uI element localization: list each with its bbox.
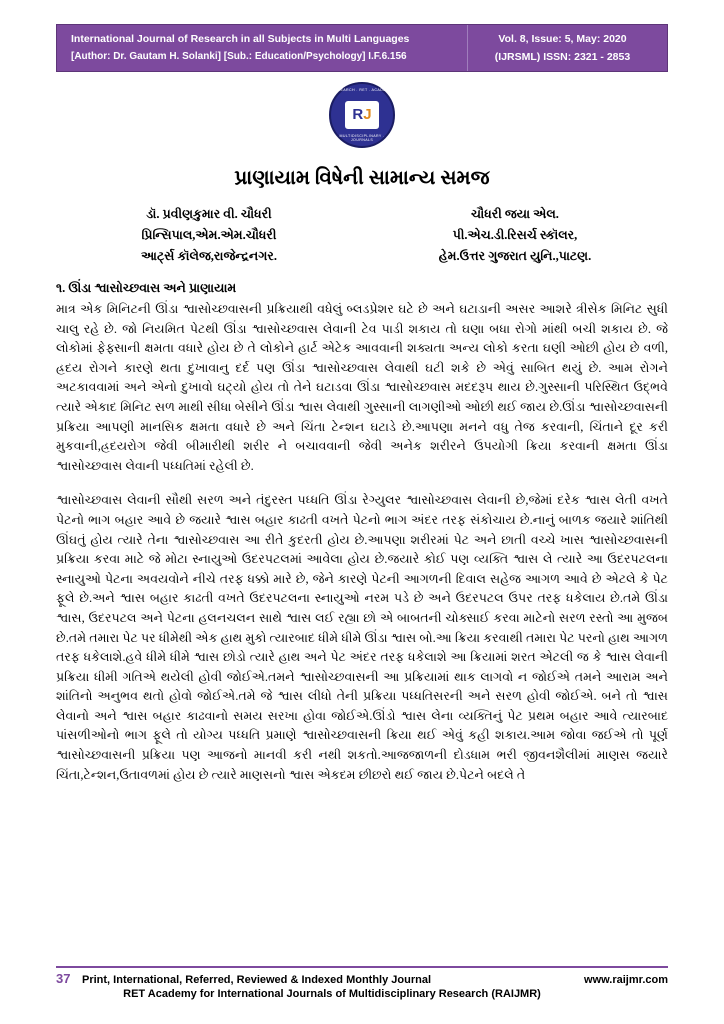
logo-bottom-ring-text: MULTIDISCIPLINARY . JOURNALS [339, 134, 385, 142]
journal-name: International Journal of Research in all Subjects in Multi Languages [71, 33, 410, 45]
volume-issue: Vol. 8, Issue: 5, May: 2020 [498, 33, 627, 45]
author-subject-line: [Author: Dr. Gautam H. Solanki] [Sub.: Education/Psychology] I.F.6.156 [71, 51, 407, 62]
author-left-designation: પ્રિન્સિપાલ,એમ.એમ.ચૌધરી [141, 228, 277, 242]
header-right-block [467, 25, 667, 71]
header-left-block [57, 25, 467, 71]
issn-line: (IJRSML) ISSN: 2321 - 2853 [494, 51, 631, 63]
page-footer [56, 966, 668, 1000]
logo-top-ring-text: RESEARCH . RET . ACADEMY [331, 88, 393, 92]
logo-mark-accent: J [363, 106, 372, 123]
author-block [56, 204, 668, 267]
author-left-affiliation: આર્ટ્સ કૉલેજ,રાજેન્દ્રનગર. [141, 249, 277, 263]
footer-publisher: RET Academy for International Journals of Multidisciplinary Research (RAIJMR) [123, 988, 541, 1000]
author-right-name: ચૌધરી જયા એલ. [471, 207, 559, 221]
footer-journal-note: Print, International, Referred, Reviewed & Indexed Monthly Journal [82, 974, 432, 986]
section-heading: ૧. ઊંડા શ્વાસોચ્છવાસ અને પ્રાણાયામ [56, 281, 237, 295]
author-right-designation: પી.એચ.ડી.રિસર્ચ સ્કૉલર, [452, 228, 578, 242]
logo-mark-letter: R [352, 106, 364, 123]
logo-mark [345, 101, 379, 129]
page-number: 37 [56, 971, 71, 986]
journal-logo-wrap [56, 82, 668, 153]
author-right-affiliation: હેમ.ઉત્તર ગુજરાત યુનિ.,પાટણ. [438, 249, 592, 263]
raijmr-logo-icon [329, 82, 395, 148]
footer-main-row [56, 971, 668, 986]
page-content [56, 24, 668, 1000]
article-title: પ્રાણાયામ વિષેની સામાન્ય સમજ [234, 167, 490, 189]
body-paragraph-1: માત્ર એક મિનિટની ઊંડા શ્વાસોચ્છવાસની પ્રક્રિયાથી વધેલું બ્લડપ્રેશર ઘટે છે અને ઘટાડાની અસર આશરે ત્રીસેક મિનિટ સુધી ચાલુ રહે છે. જો નિયમિત પેટથી ઊંડા શ્વાસોચ્છવાસ લેવાની ટેવ પાડી શકાય તો ઘણા બધા રોગો માંથી બચી શકાય છે. જે લોકોમાં ફેફ્સાની ક્ષમતા વધારે હોય છે તે લોકોને હાર્ટ એટેક આવવાની શક્યતા અન્ય લોકો કરતા ઘણી ઓછી હોય છે વળી, હ્રદય રોગને કારણે થતા દુખાવાનુ દર્દ પણ ઊંડા શ્વાસોચ્છવાસ લેવાથી ઘટી શકે છે એવું સાબિત થયું છે. આમ રોગને અટકાવવામાં અને એનો દુખાવો ઘટ્યો હોય તો તેને ઘટાડવા ઊંડા શ્વાસોચ્છવાસ મદદરૂપ થાય છે.ગુસ્સાની પરિસ્થિત ઉદ્ભવે ત્યારે એકાદ મિનિટ સળ માથી સીધા બેસીને ઊંડા શ્વાસ લેવાથી ગુસ્સાની લાગણીઓ ઓછી થઈ જાય છે.ઊંડા શ્વાસોચ્છવાસની પ્રક્રિયા આપણી માનસિક ક્ષમતા વધારે છે અને ચિંતા ટેન્શન ઘટાડે છે.આપણા મનને વધુ તેજ કરવાની, ચિંતાને દૂર કરી મુકવાની,હ્રદયરોગ જેવી બીમારીથી શરીર ને બચાવવાની જેવી અનેક શરીરને ઉપયોગી ક્રિયા કરવાની ક્ષમતા ઊંડા શ્વાસોચ્છવાસ લેવાની પધ્ધતિમાં રહેલી છે. [56, 302, 668, 473]
author-left-column [56, 204, 362, 267]
body-paragraph-2: શ્વાસોચ્છવાસ લેવાની સૌથી સરળ અને તંદુરસ્ત પધ્ધતિ ઊંડા રેગ્યુલર શ્વાસોચ્છવાસ લેવાની છે,જેમાં દરેક શ્વાસ લેતી વખતે પેટનો ભાગ બહાર આવે છે જયારે શ્વાસ બહાર કાઢતી વખતે પેટનો ભાગ અંદર તરફ સંકોચાય છે.નાનું બાળક જયારે શાંતિથી ઊંઘતું હોય ત્યારે તેના શ્વાસોચ્છવાસ આ રીતે કુદરતી હોય છે.આપણા શરીરમાં પેટ અને છાતી વચ્ચે ખાસ શ્વાસોચ્છવાસની પ્રક્રિયા કરવા માટે જે મોટા સ્નાયુઓ ઉદરપટલમાં આવેલા હોય છે.જયારે કોઈ પણ વ્યક્તિ શ્વાસ લે ત્યારે આ ઉદરપટલના સ્નાયુઓ પેટના અવયવોને નીચે તરફ ધક્કો મારે છે, જેને કારણે પેટની આગળની દિવાલ સહેજ આગળ આવે છે એટલે કે પેટ ફૂલે છે.અને શ્વાસ બહાર કાઢતી વખતે ઉદરપટલના સ્નાયુઓ નરમ પડે છે અને ઉદરપટલ ઉપર તરફ ધકેલાય છે.તમે ઊંડા શ્વાસ, ઉદરપટલ અને પેટના હલનચલન સાથે શ્વાસ લઈ રહ્યા છો એ બાબતની ચોક્સાઈ કરવા માટેનો સરળ રસ્તો આ મુજબ છે.તમે તમારા પેટ પર ધીમેથી એક હાથ મુકો ત્યારબાદ ધીમે ધીમે ઊંડા શ્વાસ બો.આ ક્રિયા કરવાથી તમારા પેટ પરનો હાથ આગળ તરફ ધકેલાશે.હવે ધીમે ધીમે શ્વાસ છોડો ત્યારે હાથ અને પેટ અંદર તરફ ધકેલાશે આ ક્રિયામાં શરત એટલી જ કે શ્વાસ લેવાની પ્રક્રિયા ધીમી ગતિએ થયેલી હોવી જોઈએ.તમને શ્વાસોચ્છવાસની આ પ્રક્રિયામાં થાક લાગવો ન જોઈએ તમને આરામ અને શાંતિનો અનુભવ થતો હોવો જોઈએ.તમે જે શ્વાસ લીધો તેની પ્રક્રિયા પધ્ધતિસરની અને સરળ હોવી જોઈએ. બને તો શ્વાસ લેવાનો અને શ્વાસ બહાર કાઢવાનો સમય સરખા હોવા જોઈએ.ઊંડો શ્વાસ લેના વ્યક્તિનું પેટ પ્રથમ બહાર આવે ત્યારબાદ પાંસળીઓનો ભાગ ફૂલે તો યોગ્ય પધ્ધતિ પ્રમાણે શ્વાસોચ્છવાસની ક્રિયા થઈ એવું કહી શકાય.આમ જોવા જઈએ તો પૂર્ણ શ્વાસોચ્છવાસની પ્રક્રિયા પણ આજનો માનવી કરી નથી શકતો.આજજાળની દોડધામ ભરી જીવનશૈલીમાં માણસ જયારે ચિંતા,ટેન્શન,ઉતાવળમાં હોય છે ત્યારે માણસનો શ્વાસ એકદમ છીછરો થઈ જાય છે.પેટને બદલે તે [56, 493, 668, 782]
journal-header-banner [56, 24, 668, 72]
footer-website-link[interactable]: www.raijmr.com [584, 974, 668, 986]
author-left-name: ડૉ. પ્રવીણકુમાર વી. ચૌધરી [146, 207, 272, 221]
footer-divider [56, 966, 668, 968]
author-right-column [362, 204, 668, 267]
